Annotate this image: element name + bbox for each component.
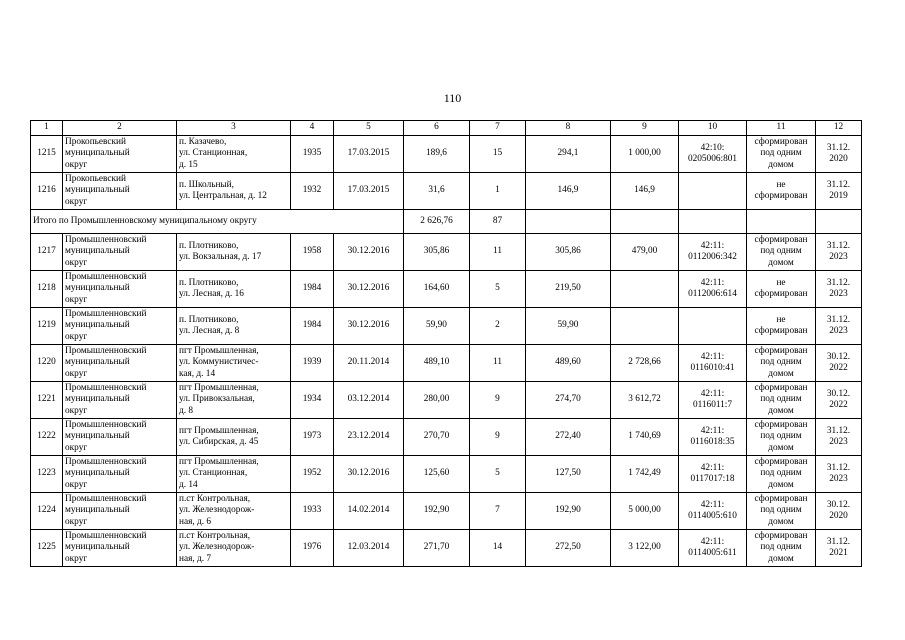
recognition-date-cell: 30.12.2016 bbox=[334, 271, 404, 308]
recognition-date-cell: 30.12.2016 bbox=[334, 456, 404, 493]
table-row bbox=[31, 271, 862, 308]
area-cell: 270,70 bbox=[404, 419, 470, 456]
column-number-cell: 12 bbox=[816, 121, 862, 136]
address-cell: пгт Промышленная, ул. Сибирская, д. 45 bbox=[177, 419, 291, 456]
total-area-cell: 146,9 bbox=[526, 173, 611, 210]
cadastral-number-cell bbox=[679, 173, 747, 210]
area-cell: 192,90 bbox=[404, 493, 470, 530]
land-status-cell: сформирован под одним домом bbox=[747, 530, 816, 567]
residents-cell: 5 bbox=[470, 456, 526, 493]
total-residents: 87 bbox=[470, 210, 526, 234]
cadastral-number-cell: 42:11: 0112006:342 bbox=[679, 234, 747, 271]
empty-cell bbox=[747, 210, 816, 234]
year-built-cell: 1958 bbox=[291, 234, 334, 271]
recognition-date-cell: 30.12.2016 bbox=[334, 234, 404, 271]
recognition-date-cell: 23.12.2014 bbox=[334, 419, 404, 456]
address-cell: п.ст Контрольная, ул. Железнодорож- ная, д. 6 bbox=[177, 493, 291, 530]
land-status-cell: сформирован под одним домом bbox=[747, 382, 816, 419]
cost-cell: 3 612,72 bbox=[611, 382, 679, 419]
address-cell: пгт Промышленная, ул. Привокзальная, д. 8 bbox=[177, 382, 291, 419]
land-status-cell: сформирован под одним домом bbox=[747, 234, 816, 271]
deadline-cell: 31.12. 2021 bbox=[816, 530, 862, 567]
cadastral-number-cell: 42:11: 0116018:35 bbox=[679, 419, 747, 456]
column-number-row bbox=[31, 121, 862, 136]
row-number: 1219 bbox=[31, 308, 63, 345]
municipality-cell: Прокопьевский муниципальный округ bbox=[63, 136, 177, 173]
column-number-cell: 7 bbox=[470, 121, 526, 136]
total-area-cell: 59,90 bbox=[526, 308, 611, 345]
year-built-cell: 1976 bbox=[291, 530, 334, 567]
recognition-date-cell: 20.11.2014 bbox=[334, 345, 404, 382]
land-status-cell: сформирован под одним домом bbox=[747, 456, 816, 493]
municipality-cell: Промышленновский муниципальный округ bbox=[63, 530, 177, 567]
cadastral-number-cell: 42:11: 0114005:610 bbox=[679, 493, 747, 530]
residents-cell: 11 bbox=[470, 234, 526, 271]
municipality-cell: Промышленновский муниципальный округ bbox=[63, 234, 177, 271]
area-cell: 125,60 bbox=[404, 456, 470, 493]
total-area-cell: 272,50 bbox=[526, 530, 611, 567]
year-built-cell: 1984 bbox=[291, 308, 334, 345]
page-number: 110 bbox=[443, 91, 462, 105]
area-cell: 271,70 bbox=[404, 530, 470, 567]
row-number: 1215 bbox=[31, 136, 63, 173]
column-number-cell: 4 bbox=[291, 121, 334, 136]
row-number: 1224 bbox=[31, 493, 63, 530]
cadastral-number-cell: 42:10: 0205006:801 bbox=[679, 136, 747, 173]
area-cell: 280,00 bbox=[404, 382, 470, 419]
residents-cell: 1 bbox=[470, 173, 526, 210]
column-number-cell: 9 bbox=[611, 121, 679, 136]
cost-cell: 479,00 bbox=[611, 234, 679, 271]
total-area-cell: 274,70 bbox=[526, 382, 611, 419]
total-area-cell: 272,40 bbox=[526, 419, 611, 456]
recognition-date-cell: 12.03.2014 bbox=[334, 530, 404, 567]
deadline-cell: 31.12. 2023 bbox=[816, 234, 862, 271]
cost-cell: 3 122,00 bbox=[611, 530, 679, 567]
area-cell: 189,6 bbox=[404, 136, 470, 173]
cadastral-number-cell: 42:11: 0114005:611 bbox=[679, 530, 747, 567]
residents-cell: 11 bbox=[470, 345, 526, 382]
cost-cell: 146,9 bbox=[611, 173, 679, 210]
row-number: 1216 bbox=[31, 173, 63, 210]
total-area-cell: 489,60 bbox=[526, 345, 611, 382]
total-area-cell: 219,50 bbox=[526, 271, 611, 308]
year-built-cell: 1932 bbox=[291, 173, 334, 210]
total-area: 2 626,76 bbox=[404, 210, 470, 234]
deadline-cell: 31.12. 2019 bbox=[816, 173, 862, 210]
total-area-cell: 294,1 bbox=[526, 136, 611, 173]
year-built-cell: 1934 bbox=[291, 382, 334, 419]
total-row bbox=[31, 210, 862, 234]
column-number-cell: 3 bbox=[177, 121, 291, 136]
total-area-cell: 192,90 bbox=[526, 493, 611, 530]
year-built-cell: 1973 bbox=[291, 419, 334, 456]
row-number: 1223 bbox=[31, 456, 63, 493]
row-number: 1218 bbox=[31, 271, 63, 308]
housing-registry-table bbox=[30, 120, 862, 567]
deadline-cell: 31.12. 2023 bbox=[816, 308, 862, 345]
address-cell: п. Плотниково, ул. Лесная, д. 16 bbox=[177, 271, 291, 308]
row-number: 1222 bbox=[31, 419, 63, 456]
address-cell: п. Казачево, ул. Станционная, д. 15 bbox=[177, 136, 291, 173]
year-built-cell: 1952 bbox=[291, 456, 334, 493]
column-number-cell: 11 bbox=[747, 121, 816, 136]
cost-cell: 1 000,00 bbox=[611, 136, 679, 173]
empty-cell bbox=[611, 210, 679, 234]
recognition-date-cell: 14.02.2014 bbox=[334, 493, 404, 530]
municipality-cell: Промышленновский муниципальный округ bbox=[63, 308, 177, 345]
land-status-cell: сформирован под одним домом bbox=[747, 419, 816, 456]
municipality-cell: Промышленновский муниципальный округ bbox=[63, 345, 177, 382]
column-number-cell: 6 bbox=[404, 121, 470, 136]
recognition-date-cell: 03.12.2014 bbox=[334, 382, 404, 419]
cadastral-number-cell: 42:11: 0117017:18 bbox=[679, 456, 747, 493]
address-cell: пгт Промышленная, ул. Станционная, д. 14 bbox=[177, 456, 291, 493]
deadline-cell: 30.12. 2022 bbox=[816, 345, 862, 382]
cost-cell bbox=[611, 308, 679, 345]
area-cell: 305,86 bbox=[404, 234, 470, 271]
residents-cell: 2 bbox=[470, 308, 526, 345]
cadastral-number-cell: 42:11: 0112006:614 bbox=[679, 271, 747, 308]
row-number: 1225 bbox=[31, 530, 63, 567]
address-cell: п. Плотниково, ул. Лесная, д. 8 bbox=[177, 308, 291, 345]
table-row bbox=[31, 530, 862, 567]
deadline-cell: 30.12. 2022 bbox=[816, 382, 862, 419]
table-body bbox=[31, 121, 862, 567]
recognition-date-cell: 30.12.2016 bbox=[334, 308, 404, 345]
table-row bbox=[31, 382, 862, 419]
row-number: 1221 bbox=[31, 382, 63, 419]
cadastral-number-cell: 42:11: 0116011:7 bbox=[679, 382, 747, 419]
cost-cell: 1 742,49 bbox=[611, 456, 679, 493]
land-status-cell: не сформирован bbox=[747, 271, 816, 308]
area-cell: 31,6 bbox=[404, 173, 470, 210]
total-area-cell: 127,50 bbox=[526, 456, 611, 493]
column-number-cell: 1 bbox=[31, 121, 63, 136]
year-built-cell: 1933 bbox=[291, 493, 334, 530]
recognition-date-cell: 17.03.2015 bbox=[334, 136, 404, 173]
empty-cell bbox=[679, 210, 747, 234]
area-cell: 164,60 bbox=[404, 271, 470, 308]
land-status-cell: не сформирован bbox=[747, 308, 816, 345]
municipality-cell: Промышленновский муниципальный округ bbox=[63, 271, 177, 308]
table-row bbox=[31, 419, 862, 456]
table-row bbox=[31, 493, 862, 530]
year-built-cell: 1984 bbox=[291, 271, 334, 308]
land-status-cell: сформирован под одним домом bbox=[747, 345, 816, 382]
recognition-date-cell: 17.03.2015 bbox=[334, 173, 404, 210]
cost-cell bbox=[611, 271, 679, 308]
empty-cell bbox=[816, 210, 862, 234]
deadline-cell: 31.12. 2023 bbox=[816, 419, 862, 456]
residents-cell: 5 bbox=[470, 271, 526, 308]
cost-cell: 5 000,00 bbox=[611, 493, 679, 530]
table-row bbox=[31, 136, 862, 173]
land-status-cell: сформирован под одним домом bbox=[747, 136, 816, 173]
area-cell: 489,10 bbox=[404, 345, 470, 382]
total-area-cell: 305,86 bbox=[526, 234, 611, 271]
residents-cell: 15 bbox=[470, 136, 526, 173]
empty-cell bbox=[526, 210, 611, 234]
address-cell: пгт Промышленная, ул. Коммунистичес- кая, д. 14 bbox=[177, 345, 291, 382]
deadline-cell: 31.12. 2020 bbox=[816, 136, 862, 173]
residents-cell: 14 bbox=[470, 530, 526, 567]
address-cell: п. Школьный, ул. Центральная, д. 12 bbox=[177, 173, 291, 210]
cadastral-number-cell bbox=[679, 308, 747, 345]
cost-cell: 1 740,69 bbox=[611, 419, 679, 456]
year-built-cell: 1935 bbox=[291, 136, 334, 173]
municipality-cell: Промышленновский муниципальный округ bbox=[63, 456, 177, 493]
table-row bbox=[31, 234, 862, 271]
table-row bbox=[31, 173, 862, 210]
residents-cell: 9 bbox=[470, 382, 526, 419]
deadline-cell: 31.12. 2023 bbox=[816, 271, 862, 308]
residents-cell: 9 bbox=[470, 419, 526, 456]
address-cell: п. Плотниково, ул. Вокзальная, д. 17 bbox=[177, 234, 291, 271]
municipality-cell: Промышленновский муниципальный округ bbox=[63, 493, 177, 530]
address-cell: п.ст Контрольная, ул. Железнодорож- ная, д. 7 bbox=[177, 530, 291, 567]
area-cell: 59,90 bbox=[404, 308, 470, 345]
land-status-cell: не сформирован bbox=[747, 173, 816, 210]
total-label: Итого по Промышленновскому муниципальному округу bbox=[31, 210, 404, 234]
table-row bbox=[31, 456, 862, 493]
municipality-cell: Промышленновский муниципальный округ bbox=[63, 382, 177, 419]
column-number-cell: 5 bbox=[334, 121, 404, 136]
deadline-cell: 31.12. 2023 bbox=[816, 456, 862, 493]
row-number: 1217 bbox=[31, 234, 63, 271]
municipality-cell: Прокопьевский муниципальный округ bbox=[63, 173, 177, 210]
land-status-cell: сформирован под одним домом bbox=[747, 493, 816, 530]
row-number: 1220 bbox=[31, 345, 63, 382]
deadline-cell: 30.12. 2020 bbox=[816, 493, 862, 530]
cadastral-number-cell: 42:11: 0116010:41 bbox=[679, 345, 747, 382]
residents-cell: 7 bbox=[470, 493, 526, 530]
year-built-cell: 1939 bbox=[291, 345, 334, 382]
column-number-cell: 10 bbox=[679, 121, 747, 136]
municipality-cell: Промышленновский муниципальный округ bbox=[63, 419, 177, 456]
cost-cell: 2 728,66 bbox=[611, 345, 679, 382]
column-number-cell: 8 bbox=[526, 121, 611, 136]
column-number-cell: 2 bbox=[63, 121, 177, 136]
table-row bbox=[31, 308, 862, 345]
table-row bbox=[31, 345, 862, 382]
